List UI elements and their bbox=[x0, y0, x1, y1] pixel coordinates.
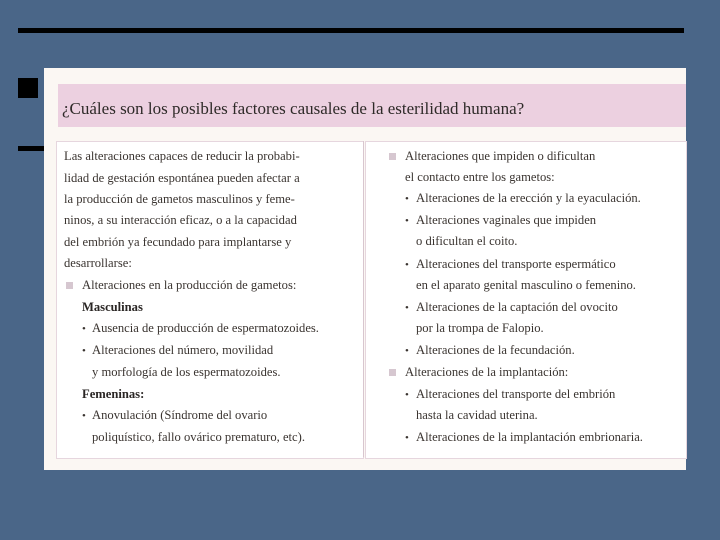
bullet-square-icon bbox=[66, 282, 73, 289]
list-item: Anovulación (Síndrome del ovario bbox=[92, 408, 268, 422]
checker-cell bbox=[0, 210, 15, 225]
checker-cell bbox=[0, 450, 15, 465]
section-heading: Alteraciones que impiden o dificultan bbox=[405, 149, 596, 163]
section-heading: Alteraciones de la implantación: bbox=[405, 365, 569, 379]
list-item: Alteraciones del número, movilidad bbox=[92, 343, 274, 357]
list-item-continued: o dificultan el coito. bbox=[416, 234, 518, 248]
list-item-continued: hasta la cavidad uterina. bbox=[416, 408, 538, 422]
checker-cell bbox=[15, 465, 30, 480]
checker-cell bbox=[15, 255, 30, 270]
bullet-dot-icon: • bbox=[405, 345, 409, 357]
bullet-dot-icon: • bbox=[405, 215, 409, 227]
list-item: Alteraciones de la implantación embrionaria. bbox=[416, 430, 643, 444]
checker-cell bbox=[0, 150, 15, 165]
list-item: Alteraciones del transporte del embrión bbox=[416, 387, 616, 401]
checker-cell bbox=[15, 375, 30, 390]
list-item: Alteraciones de la fecundación. bbox=[416, 343, 575, 357]
list-item: Alteraciones vaginales que impiden bbox=[416, 213, 597, 227]
intro-line: desarrollarse: bbox=[64, 256, 132, 270]
checker-cell bbox=[0, 270, 15, 285]
bullet-dot-icon: • bbox=[405, 302, 409, 314]
checker-cell bbox=[15, 495, 30, 510]
checker-cell bbox=[0, 0, 15, 15]
checker-cell bbox=[15, 165, 30, 180]
list-item-continued: poliquístico, fallo ovárico prematuro, etc). bbox=[92, 430, 305, 444]
checker-cell bbox=[0, 300, 15, 315]
checker-cell bbox=[15, 285, 30, 300]
checker-cell bbox=[0, 90, 15, 105]
checker-cell bbox=[0, 390, 15, 405]
list-item-continued: por la trompa de Falopio. bbox=[416, 321, 544, 335]
subheading-masculinas: Masculinas bbox=[82, 300, 143, 314]
slide-title: ¿Cuáles son los posibles factores causales de la esterilidad humana? bbox=[62, 99, 525, 118]
intro-line: ninos, a su interacción eficaz, o a la capacidad bbox=[64, 213, 297, 227]
list-item-continued: en el aparato genital masculino o femenino. bbox=[416, 278, 636, 292]
bullet-dot-icon: • bbox=[405, 259, 409, 271]
checker-cell bbox=[15, 435, 30, 450]
checker-cell bbox=[15, 225, 30, 240]
bullet-dot-icon: • bbox=[405, 389, 409, 401]
section-heading: Alteraciones en la producción de gametos: bbox=[82, 278, 297, 292]
checker-cell bbox=[15, 45, 30, 60]
checker-cell bbox=[15, 195, 30, 210]
list-item: Alteraciones del transporte espermático bbox=[416, 257, 616, 271]
checker-cell bbox=[0, 360, 15, 375]
list-item: Ausencia de producción de espermatozoides. bbox=[92, 321, 319, 335]
intro-line: del embrión ya fecundado para implantarse y bbox=[64, 235, 292, 249]
top-rule bbox=[18, 28, 684, 33]
section-heading-continued: el contacto entre los gametos: bbox=[405, 170, 555, 184]
list-item-continued: y morfología de los espermatozoides. bbox=[92, 365, 281, 379]
intro-line: la producción de gametos masculinos y feme- bbox=[64, 192, 295, 206]
checker-cell bbox=[15, 105, 30, 120]
checker-cell bbox=[0, 480, 15, 495]
bullet-dot-icon: • bbox=[82, 345, 86, 357]
list-item: Alteraciones de la erección y la eyaculación. bbox=[416, 191, 641, 205]
bullet-dot-icon: • bbox=[82, 323, 86, 335]
checker-cell bbox=[0, 330, 15, 345]
intro-line: Las alteraciones capaces de reducir la probabi- bbox=[64, 149, 300, 163]
checker-cell bbox=[0, 30, 15, 45]
bullet-dot-icon: • bbox=[405, 432, 409, 444]
checker-cell bbox=[15, 405, 30, 420]
checker-cell bbox=[15, 525, 30, 540]
bullet-dot-icon: • bbox=[405, 193, 409, 205]
checker-cell bbox=[0, 60, 15, 75]
bullet-square-icon bbox=[389, 369, 396, 376]
column-divider bbox=[363, 141, 364, 457]
checker-cell bbox=[0, 510, 15, 525]
intro-line: lidad de gestación espontánea pueden afectar a bbox=[64, 171, 300, 185]
bullet-square-icon bbox=[389, 153, 396, 160]
corner-square bbox=[18, 78, 38, 98]
checker-cell bbox=[0, 420, 15, 435]
bullet-dot-icon: • bbox=[82, 410, 86, 422]
checker-cell bbox=[0, 240, 15, 255]
list-item: Alteraciones de la captación del ovocito bbox=[416, 300, 618, 314]
checker-cell bbox=[0, 120, 15, 135]
checker-cell bbox=[0, 180, 15, 195]
checker-cell bbox=[15, 345, 30, 360]
checker-cell bbox=[15, 315, 30, 330]
subheading-femeninas: Femeninas: bbox=[82, 387, 145, 401]
